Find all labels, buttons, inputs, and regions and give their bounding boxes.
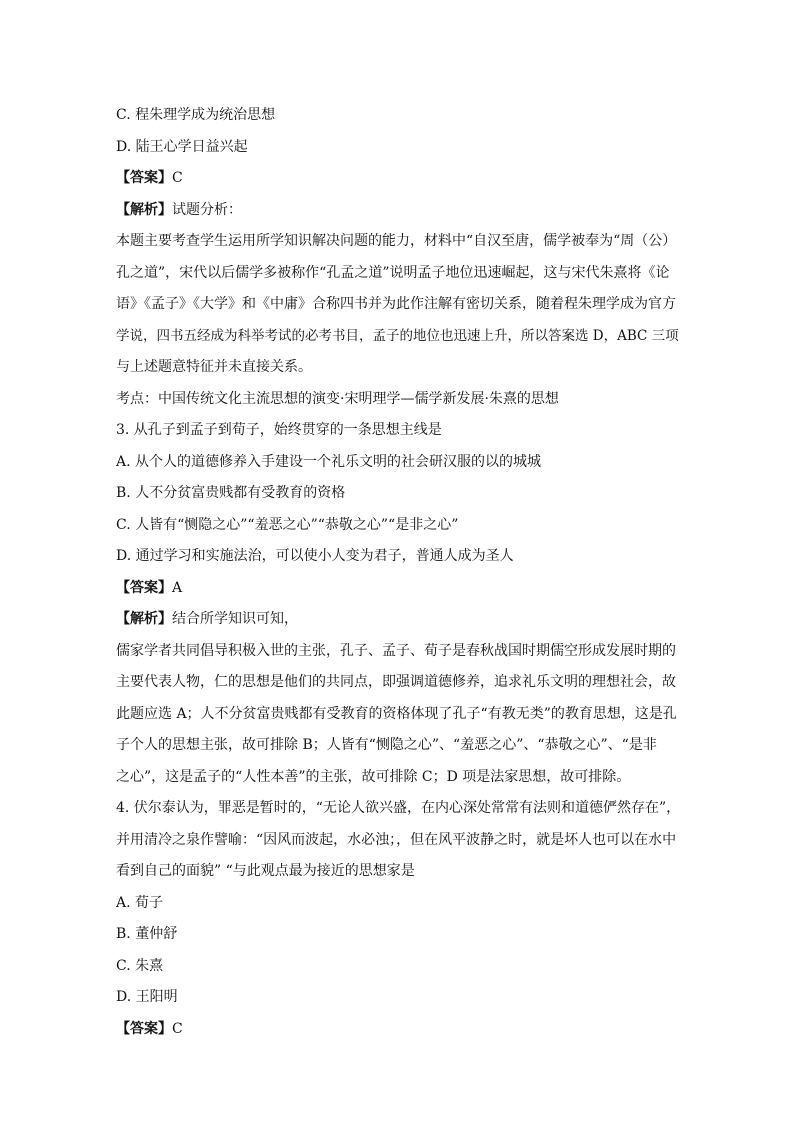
answer-label: 【答案】: [116, 1020, 172, 1037]
q3-answer: [116, 573, 682, 605]
q2-option-d: D. 陆王心学日益兴起: [116, 138, 248, 155]
q2-analysis-line: 语》《孟子》《大学》和《中庸》合称四书并为此作注解有密切关系，随着程朱理学成为官方: [116, 296, 676, 312]
q4-option-a: A. 荀子: [116, 894, 164, 911]
q2-answer: [116, 163, 682, 195]
q4-option-c: C. 朱熹: [116, 957, 164, 974]
q4-answer: [116, 1014, 682, 1046]
q2-analysis-heading: [116, 195, 682, 227]
analysis-intro: 结合所学知识可知，: [172, 611, 298, 627]
q3-option-a: A. 从个人的道德修养入手建设一个礼乐文明的社会研汉服的以的城城: [116, 453, 542, 470]
q2-analysis-line: 与上述题意特征并未直接关系。: [116, 359, 312, 375]
q3-option-c: C. 人皆有“恻隐之心”“羞恶之心”“恭敬之心”“是非之心”: [116, 516, 459, 533]
q4-option-d: D. 王阳明: [116, 989, 178, 1005]
q4-stem-line: 并用清冷之泉作譬喻：“因风而波起，水必浊；，但在风平波静之时，就是坏人也可以在水中: [116, 831, 677, 848]
q3-analysis-line: 子个人的思想主张，故可排除 B；人皆有“恻隐之心”、“羞恶之心”、“恭敬之心”、“是非: [116, 737, 657, 753]
q2-analysis-line: 本题主要考查学生运用所学知识解决问题的能力，材料中“自汉至唐，儒学被奉为“周（公）: [116, 233, 677, 249]
q2-point: 考点：中国传统文化主流思想的演变·宋明理学—儒学新发展·朱熹的思想: [116, 390, 559, 407]
analysis-intro: 试题分析：: [172, 201, 242, 218]
analysis-label: 【解析】: [116, 611, 172, 627]
q3-analysis-heading: [116, 604, 682, 636]
q3-analysis-line: 主要代表人物，仁的思想是他们的共同点，即强调道德修养，追求礼乐文明的理想社会，故: [116, 674, 676, 690]
q2-option-c: C. 程朱理学成为统治思想: [116, 107, 276, 123]
q3-analysis-line: 之心”，这是孟子的“人性本善”的主张，故可排除 C；D 项是法家思想，故可排除。: [116, 768, 631, 785]
document-page: [116, 100, 682, 1045]
q3-option-d: D. 通过学习和实施法治，可以使小人变为君子，普通人成为圣人: [116, 548, 514, 564]
q3-stem: 3. 从孔子到孟子到荀子，始终贯穿的一条思想主线是: [116, 422, 442, 438]
q3-analysis-line: 儒家学者共同倡导积极入世的主张，孔子、孟子、荀子是春秋战国时期儒空形成发展时期的: [116, 642, 676, 659]
q3-option-b: B. 人不分贫富贵贱都有受教育的资格: [116, 485, 346, 501]
q2-analysis-line: 孔之道”，宋代以后儒学多被称作“孔孟之道”说明孟子地位迅速崛起，这与宋代朱熹将《论: [116, 264, 670, 281]
analysis-label: 【解析】: [116, 201, 172, 218]
answer-value: C: [172, 1020, 183, 1037]
answer-value: A: [172, 579, 183, 596]
answer-label: 【答案】: [116, 170, 172, 186]
answer-label: 【答案】: [116, 579, 172, 596]
answer-value: C: [172, 170, 183, 186]
q4-stem-line: 看到自己的面貌” “与此观点最为接近的思想家是: [116, 863, 415, 879]
q3-analysis-line: 此题应选 A；人不分贫富贵贱都有受教育的资格体现了孔子“有教无类”的教育思想，这是孔: [116, 705, 677, 722]
q2-analysis-line: 学说，四书五经成为科举考试的必考书目，孟子的地位也迅速上升，所以答案选 D，ABC 三项: [116, 327, 679, 344]
q4-option-b: B. 董仲舒: [116, 926, 178, 942]
q4-stem-line: 4. 伏尔泰认为，罪恶是暂时的，“无论人欲兴盛，在内心深处常常有法则和道德俨然存在”，: [116, 800, 681, 816]
